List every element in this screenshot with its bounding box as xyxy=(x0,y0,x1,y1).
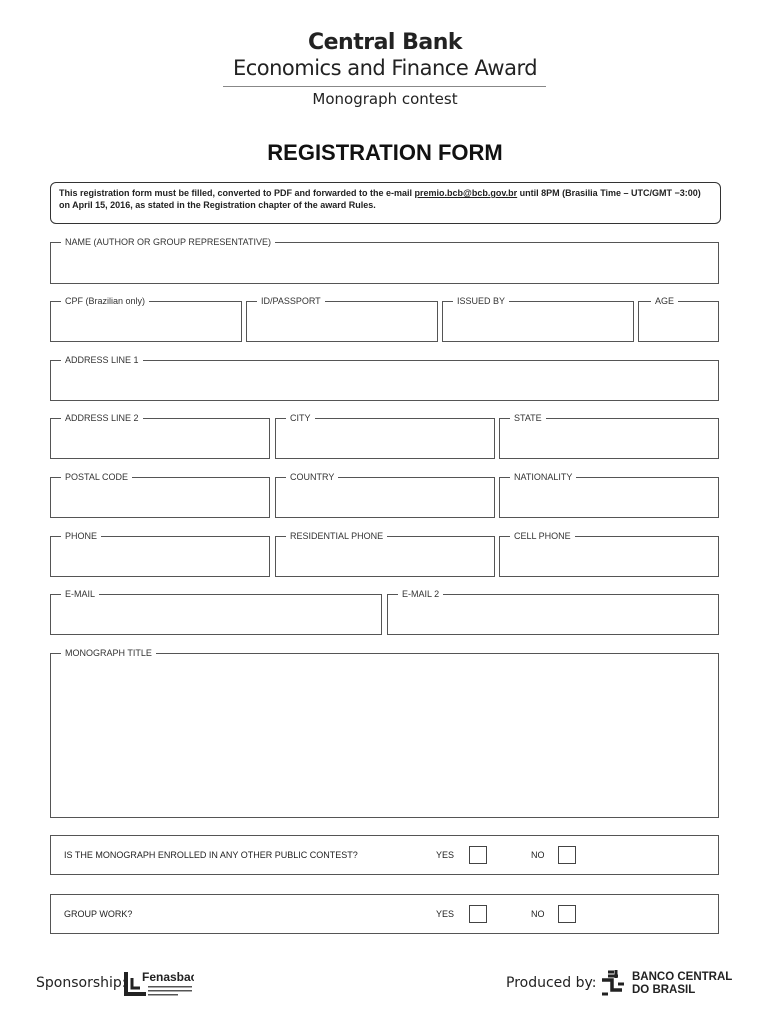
address1-input[interactable] xyxy=(53,365,716,398)
email-label: E-MAIL xyxy=(61,588,99,600)
other-contest-no-label: NO xyxy=(531,850,545,860)
header-contest: Monograph contest xyxy=(312,90,458,108)
cell-phone-input[interactable] xyxy=(502,541,716,574)
nationality-field xyxy=(499,472,719,518)
age-field xyxy=(638,296,719,342)
state-label: STATE xyxy=(510,412,546,424)
header-award-name: Economics and Finance Award xyxy=(232,56,538,80)
email2-label: E-MAIL 2 xyxy=(398,588,443,600)
email-field xyxy=(50,589,382,635)
id-passport-label: ID/PASSPORT xyxy=(257,295,325,307)
monograph-title-field xyxy=(50,648,719,818)
country-label: COUNTRY xyxy=(286,471,338,483)
address2-field xyxy=(50,413,270,459)
produced-by-label: Produced by: xyxy=(506,975,597,991)
country-input[interactable] xyxy=(278,482,492,515)
id-passport-field xyxy=(246,296,438,342)
postal-code-field xyxy=(50,472,270,518)
notice-text-end: until 8PM (Brasilia Time – UTC/GMT −3:00) on April 15, 2016, as stated in the Registration chapter of the award Rules. xyxy=(59,188,701,210)
fenasbac-logo xyxy=(122,968,194,998)
instructions-notice xyxy=(50,182,721,224)
email2-field xyxy=(387,589,719,635)
phone-label: PHONE xyxy=(61,530,101,542)
name-field xyxy=(50,237,719,284)
email-link[interactable]: premio.bcb@bcb.gov.br xyxy=(414,188,518,198)
name-label: NAME (AUTHOR OR GROUP REPRESENTATIVE) xyxy=(61,236,275,248)
header-divider xyxy=(223,86,546,87)
group-work-yes-checkbox[interactable] xyxy=(469,905,487,923)
other-contest-question xyxy=(50,835,719,875)
group-work-question xyxy=(50,894,719,934)
postal-code-label: POSTAL CODE xyxy=(61,471,132,483)
form-title: REGISTRATION FORM xyxy=(267,140,503,165)
nationality-label: NATIONALITY xyxy=(510,471,576,483)
email-input[interactable] xyxy=(53,599,379,632)
address1-field xyxy=(50,355,719,401)
monograph-title-label: MONOGRAPH TITLE xyxy=(61,647,156,659)
sponsorship-label: Sponsorship: xyxy=(36,975,127,991)
notice-text-start: This registration form must be filled, converted to PDF and forwarded to the e-mail xyxy=(59,188,415,198)
group-work-no-checkbox[interactable] xyxy=(558,905,576,923)
banco-central-line1: BANCO CENTRAL xyxy=(632,971,733,983)
fenasbac-logo-text: Fenasbac xyxy=(142,970,194,984)
phone-field xyxy=(50,531,270,577)
state-input[interactable] xyxy=(502,423,716,456)
residential-phone-label: RESIDENTIAL PHONE xyxy=(286,530,387,542)
residential-phone-field xyxy=(275,531,495,577)
group-work-yes-label: YES xyxy=(436,909,455,919)
age-input[interactable] xyxy=(641,306,716,339)
city-field xyxy=(275,413,495,459)
phone-input[interactable] xyxy=(53,541,267,574)
other-contest-no-checkbox[interactable] xyxy=(558,846,576,864)
postal-code-input[interactable] xyxy=(53,482,267,515)
other-contest-yes-checkbox[interactable] xyxy=(469,846,487,864)
nationality-input[interactable] xyxy=(502,482,716,515)
cpf-input[interactable] xyxy=(53,306,239,339)
email2-input[interactable] xyxy=(390,599,716,632)
other-contest-yes-label: YES xyxy=(436,850,455,860)
address1-label: ADDRESS LINE 1 xyxy=(61,354,143,366)
address2-input[interactable] xyxy=(53,423,267,456)
cell-phone-label: CELL PHONE xyxy=(510,530,575,542)
banco-central-line2: DO BRASIL xyxy=(632,984,696,996)
group-work-no-label: NO xyxy=(531,909,545,919)
age-label: AGE xyxy=(651,295,678,307)
cpf-label: CPF (Brazilian only) xyxy=(61,295,149,307)
cpf-field xyxy=(50,296,242,342)
header-central-bank: Central Bank xyxy=(307,30,463,55)
issued-by-field xyxy=(442,296,634,342)
country-field xyxy=(275,472,495,518)
issued-by-label: ISSUED BY xyxy=(453,295,509,307)
city-input[interactable] xyxy=(278,423,492,456)
group-work-text: GROUP WORK? xyxy=(64,909,133,919)
residential-phone-input[interactable] xyxy=(278,541,492,574)
address2-label: ADDRESS LINE 2 xyxy=(61,412,143,424)
name-input[interactable] xyxy=(53,247,716,281)
issued-by-input[interactable] xyxy=(445,306,631,339)
state-field xyxy=(499,413,719,459)
banco-central-logo xyxy=(598,966,738,998)
cell-phone-field xyxy=(499,531,719,577)
city-label: CITY xyxy=(286,412,315,424)
other-contest-text: IS THE MONOGRAPH ENROLLED IN ANY OTHER PUBLIC CONTEST? xyxy=(64,850,358,860)
monograph-title-input[interactable] xyxy=(53,660,716,815)
id-passport-input[interactable] xyxy=(249,306,435,339)
